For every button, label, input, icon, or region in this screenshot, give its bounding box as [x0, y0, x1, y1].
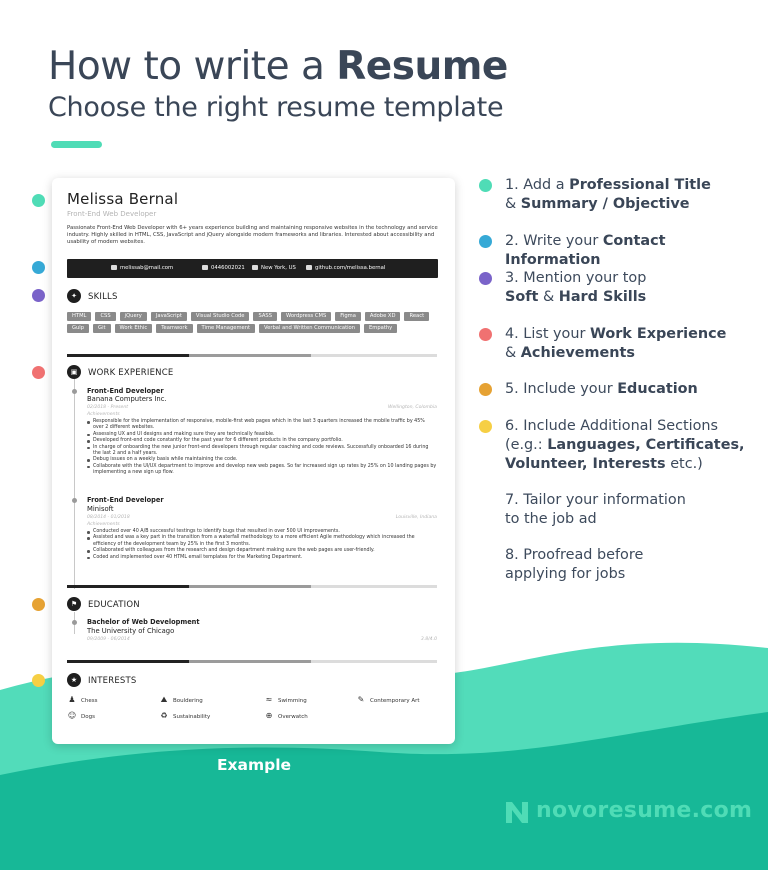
- step-dot-5-right: [479, 383, 492, 396]
- skill-tag: Time Management: [197, 324, 256, 333]
- chess-icon: ♟: [68, 695, 76, 704]
- skill-tag: Gulp: [67, 324, 89, 333]
- step-2: 2. Write your Contact Information: [505, 233, 666, 268]
- skill-tag: Teamwork: [156, 324, 192, 333]
- graduation-cap-icon: ⚑: [67, 597, 81, 611]
- job-2-location: Louisville, Indiana: [395, 515, 437, 520]
- briefcase-icon: ▣: [67, 365, 81, 379]
- step-dot-6-right: [479, 420, 492, 433]
- step-dot-4-right: [479, 328, 492, 341]
- education-school: The University of Chicago: [87, 627, 175, 635]
- section-divider: [67, 585, 437, 588]
- swimming-icon: ≈: [265, 695, 273, 704]
- step-1: 1. Add a Professional Title & Summary / Objective: [505, 177, 711, 212]
- job-1-bullets: [87, 419, 437, 477]
- resume-summary: Passionate Front-End Web Developer with 6+ years experience building and maintaining responsive websites in the technology and service industry. Highly skilled in HTML, CSS, JavaScript and jQuery alongside modern frameworks and libraries. Interested about accessibility and usability of modern websites.: [67, 225, 438, 245]
- contact-bar: [67, 259, 438, 278]
- accent-bar: [51, 141, 102, 148]
- brand-name: novoresume.com: [536, 798, 753, 823]
- list-item: Collaborate with the UI/UX department to improve and develop new web pages. So far increased sign up rates by 25% on 10 landing pages by implementing a new sign up flow.: [87, 464, 437, 477]
- list-item: Assisted and was a key part in the transition from a waterfall methodology to a more efficient Agile methodology which increased the efficiency of the development team by 25% in the first 3 months.: [87, 535, 437, 548]
- phone-icon: [202, 265, 208, 270]
- timeline-dot: [72, 620, 77, 625]
- resume-job-title: Front-End Web Developer: [67, 210, 157, 218]
- job-1-title: Front-End Developer: [87, 387, 164, 395]
- work-timeline: [74, 379, 75, 589]
- step-dot-1-right: [479, 179, 492, 192]
- climbing-icon: ⛰: [160, 695, 168, 704]
- skill-tag: Verbal and Written Communication: [259, 324, 360, 333]
- interest-sustainability: ♻ Sustainability: [160, 711, 211, 720]
- list-item: Collaborated with colleagues from the research and design department making sure the web pages are user-friendly.: [87, 548, 437, 554]
- example-label: Example: [216, 756, 292, 774]
- job-1-location: Wellington, Colombia: [387, 405, 437, 410]
- skill-tag: HTML: [67, 312, 91, 321]
- art-icon: ✎: [357, 695, 365, 704]
- skill-tag: React: [404, 312, 429, 321]
- novoresume-logo-icon: [503, 798, 531, 826]
- star-icon: ★: [67, 673, 81, 687]
- contact-phone: 0446002021: [202, 265, 245, 271]
- education-dates: 09/2009 - 06/2014: [87, 637, 130, 642]
- skill-tag: Adobe XD: [365, 312, 401, 321]
- skill-tag: Figma: [335, 312, 361, 321]
- step-dot-2: [32, 261, 45, 274]
- job-1-achievements-label: Achievements: [87, 412, 120, 417]
- skill-tag: SASS: [253, 312, 277, 321]
- job-2-company: Minisoft: [87, 505, 114, 513]
- section-divider: [67, 660, 437, 663]
- job-2-dates: 08/2014 - 01/2018: [87, 515, 130, 520]
- dog-icon: ☺: [67, 711, 77, 720]
- list-item: Developed front-end code constantly for the past year for 6 different products in the company portfolio.: [87, 438, 437, 444]
- job-2-bullets: [87, 529, 437, 561]
- resume-example-card: [52, 178, 455, 744]
- github-icon: [306, 265, 312, 270]
- skills-title: SKILLS: [88, 292, 118, 302]
- list-item: Conducted over 40 A/B successful testings to identify bugs that resulted in over 500 UI improvements.: [87, 529, 437, 535]
- list-item: Coded and implemented over 40 HTML email templates for the Marketing Department.: [87, 555, 437, 561]
- step-7: 7. Tailor your information to the job ad: [505, 492, 686, 527]
- page-subtitle: Choose the right resume template: [48, 92, 504, 123]
- list-item: Responsible for the implementation of responsive, mobile-first web pages which in the last 3 quarters increased the mobile traffic by 45% over 2 different websites.: [87, 419, 437, 432]
- list-item: Assessing UX and UI designs and making sure they are technically feasible.: [87, 432, 437, 438]
- step-dot-3-right: [479, 272, 492, 285]
- job-1-dates: 02/2018 - Present: [87, 405, 129, 410]
- skill-tag: Git: [93, 324, 111, 333]
- page-title: How to write a Resume: [48, 44, 508, 89]
- step-5: 5. Include your Education: [505, 381, 698, 397]
- interest-dogs: ☺ Dogs: [67, 711, 95, 720]
- skills-icon: ✦: [67, 289, 81, 303]
- interest-bouldering: ⛰ Bouldering: [160, 695, 203, 704]
- interests-title: INTERESTS: [88, 676, 137, 686]
- step-6: 6. Include Additional Sections (e.g.: Languages, Certificates, Volunteer, Interests etc.): [505, 418, 745, 472]
- interest-chess: ♟ Chess: [68, 695, 98, 704]
- step-dot-5: [32, 598, 45, 611]
- job-2-title: Front-End Developer: [87, 496, 164, 504]
- location-icon: [252, 265, 258, 270]
- skill-tag: Wordpress CMS: [281, 312, 331, 321]
- step-dot-1: [32, 194, 45, 207]
- step-dot-3: [32, 289, 45, 302]
- contact-email: melissab@mail.com: [111, 265, 173, 271]
- recycle-icon: ♻: [160, 711, 168, 720]
- skill-tag: Visual Studio Code: [191, 312, 250, 321]
- list-item: In charge of onboarding the new junior front-end developers through regular coaching and code reviews. Successfully onboarded 16 during the last 2 and a half years.: [87, 445, 437, 458]
- timeline-dot: [72, 498, 77, 503]
- skill-tag: Work Ethic: [115, 324, 153, 333]
- work-experience-title: WORK EXPERIENCE: [88, 368, 174, 378]
- job-2-achievements-label: Achievements: [87, 522, 120, 527]
- list-item: Debug issues on a weekly basis while maintaining the code.: [87, 457, 437, 463]
- skill-tag: JavaScript: [151, 312, 187, 321]
- gamepad-icon: ⊕: [265, 711, 273, 720]
- resume-name: Melissa Bernal: [67, 190, 179, 208]
- step-3: 3. Mention your top Soft & Hard Skills: [505, 270, 647, 305]
- contact-location: New York, US: [252, 265, 296, 271]
- timeline-dot: [72, 389, 77, 394]
- step-dot-4: [32, 366, 45, 379]
- skill-tag: Empathy: [364, 324, 397, 333]
- skill-tag: jQuery: [120, 312, 147, 321]
- skills-list: [67, 312, 437, 336]
- education-degree: Bachelor of Web Development: [87, 618, 200, 626]
- step-dot-6: [32, 674, 45, 687]
- interest-swimming: ≈ Swimming: [265, 695, 307, 704]
- interest-overwatch: ⊕ Overwatch: [265, 711, 308, 720]
- step-8: 8. Proofread before applying for jobs: [505, 547, 644, 582]
- contact-github: github.com/melissa.bernal: [306, 265, 385, 271]
- section-divider: [67, 354, 437, 357]
- page-heading: [48, 44, 508, 125]
- education-gpa: 3.8/4.0: [420, 637, 437, 642]
- step-dot-2-right: [479, 235, 492, 248]
- step-4: 4. List your Work Experience & Achievements: [505, 326, 727, 361]
- interest-art: ✎ Contemporary Art: [357, 695, 420, 704]
- job-1-company: Banana Computers Inc.: [87, 395, 167, 403]
- email-icon: [111, 265, 117, 270]
- skill-tag: CSS: [95, 312, 115, 321]
- education-title: EDUCATION: [88, 600, 140, 610]
